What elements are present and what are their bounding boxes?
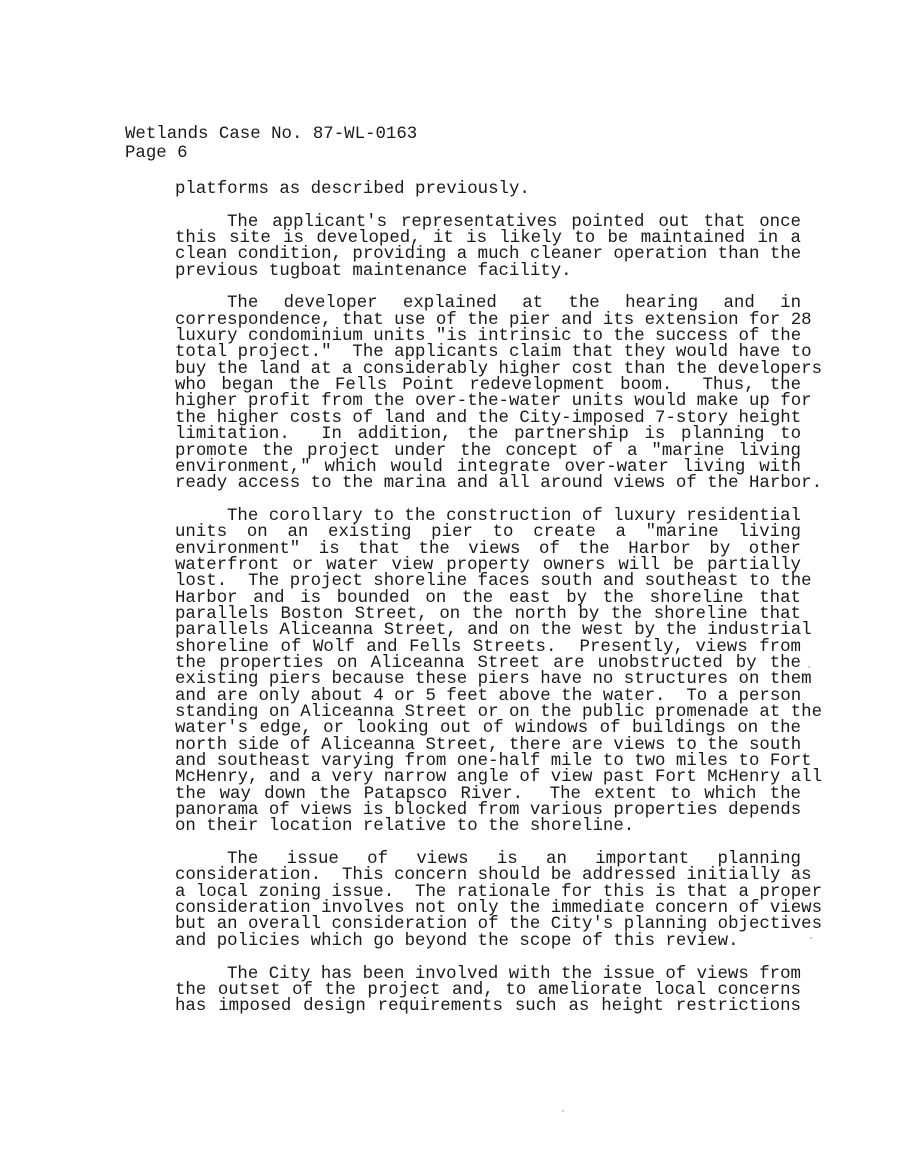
scan-speck	[810, 937, 812, 939]
text-line: correspondence, that use of the pier and its extension for 28	[175, 310, 812, 330]
text-line: this site is developed, it is likely to be maintained in a	[175, 229, 801, 249]
text-line: The corollary to the construction of luxury residential	[227, 506, 801, 526]
text-line: The issue of views is an important planning	[227, 850, 801, 870]
page-number: Page 6	[125, 144, 188, 163]
text-line: panorama of views is blocked from various properties depends	[175, 801, 802, 821]
text-line: luxury condominium units "is intrinsic to the success of the	[175, 327, 802, 347]
text-line: who began the Fells Point redevelopment boom. Thus, the	[175, 376, 801, 396]
case-number: Wetlands Case No. 87-WL-0163	[125, 125, 418, 144]
text-line: platforms as described previously.	[175, 180, 530, 199]
text-line: environment" is that the views of the Harbor by other	[175, 539, 801, 559]
text-line: on their location relative to the shoreline.	[175, 817, 635, 837]
text-line: has imposed design requirements such as height restrictions	[175, 997, 801, 1017]
text-line: higher profit from the over-the-water units would make up for	[175, 392, 812, 412]
paragraph	[175, 294, 823, 494]
text-line: north side of Aliceanna Street, there are views to the south	[175, 735, 802, 755]
text-line: the outset of the project and, to ameliorate local concerns	[175, 980, 801, 1000]
text-line: lost. The project shoreline faces south and southeast to the	[175, 572, 812, 592]
text-line: buy the land at a considerably higher cost than the developers	[175, 359, 823, 379]
text-line: consideration. This concern should be addressed initially as	[175, 866, 812, 886]
scan-speck	[562, 1110, 564, 1112]
text-line: promote the project under the concept of a "marine living	[175, 441, 801, 461]
text-line: consideration involves not only the immediate concern of views	[175, 899, 823, 919]
text-line: The applicant's representatives pointed out that once	[227, 212, 801, 232]
text-line: The City has been involved with the issue of views from	[227, 964, 801, 984]
text-line: clean condition, providing a much cleaner operation than the	[175, 245, 802, 265]
text-line: The developer explained at the hearing and in	[227, 294, 801, 314]
scan-speck	[808, 666, 810, 668]
text-line: and policies which go beyond the scope of this review.	[175, 931, 739, 951]
paragraph	[175, 964, 801, 1017]
text-line: parallels Aliceanna Street, and on the west by the industrial	[175, 621, 812, 641]
text-line: waterfront or water view property owners will be partially	[175, 555, 801, 575]
text-line: limitation. In addition, the partnership is planning to	[175, 425, 801, 445]
text-line: water's edge, or looking out of windows of buildings on the	[175, 719, 801, 739]
text-line: and are only about 4 or 5 feet above the water. To a person	[175, 686, 802, 706]
text-line: but an overall consideration of the City's planning objectives	[175, 915, 823, 935]
text-line: shoreline of Wolf and Fells Streets. Presently, views from	[175, 637, 801, 657]
text-line: environment," which would integrate over-water living with	[175, 457, 801, 477]
page-header	[125, 125, 417, 163]
paragraph	[175, 850, 823, 951]
text-line: units on an existing pier to create a "marine living	[175, 523, 801, 543]
text-line: McHenry, and a very narrow angle of view past Fort McHenry all	[175, 768, 823, 788]
text-line: previous tugboat maintenance facility.	[175, 261, 572, 281]
text-line: existing piers because these piers have no structures on them	[175, 670, 812, 690]
paragraph	[175, 182, 801, 198]
text-line: the higher costs of land and the City-imposed 7-story height	[175, 408, 802, 428]
text-line: the way down the Patapsco River. The extent to which the	[175, 784, 801, 804]
text-line: the properties on Aliceanna Street are unobstructed by the	[175, 653, 801, 673]
text-line: Harbor and is bounded on the east by the shoreline that	[175, 588, 801, 608]
text-line: a local zoning issue. The rationale for this is that a proper	[175, 882, 823, 902]
paragraph	[175, 506, 823, 837]
text-line: parallels Boston Street, on the north by the shoreline that	[175, 604, 801, 624]
document-body	[175, 180, 823, 1032]
text-line: ready access to the marina and all around views of the Harbor.	[175, 474, 823, 494]
text-line: standing on Aliceanna Street or on the public promenade at the	[175, 703, 823, 722]
text-line: and southeast varying from one-half mile to two miles to Fort	[175, 752, 812, 772]
text-line: total project." The applicants claim that they would have to	[175, 343, 812, 363]
paragraph	[175, 212, 802, 281]
